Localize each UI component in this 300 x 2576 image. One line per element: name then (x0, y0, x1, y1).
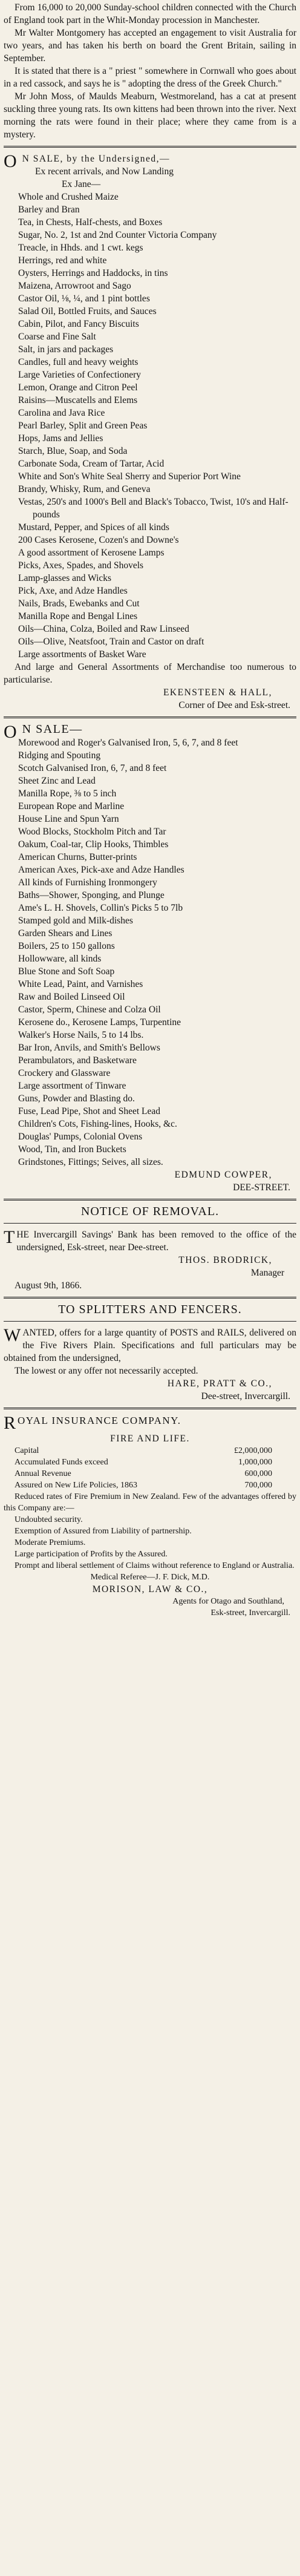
ad-item: Lamp-glasses and Wicks (18, 573, 112, 583)
ad-item: Vestas, 250's and 1000's Bell and Black's Tobacco, Twist, 10's and Half-pounds (18, 497, 289, 520)
removal-notice (4, 1205, 296, 1292)
ad-item: Raisins—Muscatells and Elems (18, 395, 138, 405)
ad-item: Mustard, Pepper, and Spices of all kinds (18, 522, 169, 533)
ad-item: European Rope and Marline (18, 801, 125, 811)
ad-item: Large Varieties of Confectionery (18, 370, 142, 380)
royal-line: Exemption of Assured from Liability of partnership. (15, 1527, 192, 1536)
ad-item: Whole and Crushed Maize (18, 192, 119, 202)
ad-item: Kerosene do., Kerosene Lamps, Turpentine (18, 1017, 181, 1027)
ad-item: Carbonate Soda, Cream of Tartar, Acid (18, 459, 165, 469)
ad-item: Fuse, Lead Pipe, Shot and Sheet Lead (18, 1106, 161, 1116)
splitters-body: WANTED, offers for a large quantity of POSTS and RAILS, delivered on the Five Rivers Plain. Specifications and full particulars may be obtained from the undersigned, (4, 1325, 296, 1363)
news-section (4, 0, 296, 141)
divider (4, 1321, 296, 1322)
ad-item: Large assortment of Tinware (18, 1081, 126, 1091)
ad-item: Oysters, Herrings and Haddocks, in tins (18, 268, 168, 278)
news-item: Mr Walter Montgomery has accepted an engagement to visit Australia for two years, and has taken his berth on board the Grent Britain, sailing in September. (4, 28, 296, 64)
ad-item: Perambulators, and Basketware (18, 1055, 137, 1066)
ad-item: Coarse and Fine Salt (18, 332, 96, 342)
ad-item: Oakum, Coal-tar, Clip Hooks, Thimbles (18, 839, 169, 850)
royal-line: Moderate Premiums. (15, 1538, 86, 1547)
ad-item: Raw and Boiled Linseed Oil (18, 992, 125, 1002)
divider (4, 1223, 296, 1224)
ad-item: Morewood and Roger's Galvanised Iron, 5, 6, 7, and 8 feet (18, 738, 238, 748)
divider (4, 1199, 296, 1201)
royal-line: Undoubted security. (15, 1515, 83, 1524)
ad-item: 200 Cases Kerosene, Cozen's and Downe's (18, 535, 179, 545)
divider (4, 146, 296, 148)
ad-item: Blue Stone and Soft Soap (18, 966, 115, 977)
ad-item: Douglas' Pumps, Colonial Ovens (18, 1132, 143, 1142)
ad-item: Ridging and Spouting (18, 750, 101, 761)
royal-line: Medical Referee—J. F. Dick, M.D. (90, 1573, 210, 1582)
ad-item: All kinds of Furnishing Ironmongery (18, 877, 157, 888)
ad-item: Oils—China, Colza, Boiled and Raw Linseed (18, 624, 189, 634)
notice-signature: THOS. BRODRICK, (178, 1255, 272, 1265)
ad-item: Brandy, Whisky, Rum, and Geneva (18, 484, 151, 494)
ad-item: Ame's L. H. Shovels, Collin's Picks 5 to 7lb (18, 903, 183, 913)
ad-item: Grindstones, Fittings; Seives, all sizes. (18, 1157, 163, 1167)
royal-line: Prompt and liberal settlement of Claims without reference to England or Australia. (15, 1561, 295, 1570)
ad-item-list (4, 736, 296, 1168)
divider (4, 1297, 296, 1299)
ad-item: Tea, in Chests, Half-chests, and Boxes (18, 217, 163, 228)
ad-item: Guns, Powder and Blasting do. (18, 1093, 135, 1104)
royal-agents: Agents for Otago and Southland, (172, 1597, 284, 1606)
news-item: It is stated that there is a " priest " somewhere in Cornwall who goes about in a red cassock, and says he is " adopting the dress of the Greek Church." (4, 66, 296, 89)
ad-item: Scotch Galvanised Iron, 6, 7, and 8 feet (18, 763, 167, 773)
ad-item: White and Son's White Seal Sherry and Superior Port Wine (18, 471, 241, 482)
ad-item: Starch, Blue, Soap, and Soda (18, 446, 128, 456)
notice-title: NOTICE OF REMOVAL. (80, 1205, 220, 1218)
royal-subtitle: FIRE AND LIFE. (110, 1434, 190, 1444)
royal-insurance-advertisement (4, 1414, 296, 1619)
ad-item: Carolina and Java Rice (18, 408, 105, 418)
royal-title: ROYAL INSURANCE COMPANY. (4, 1413, 181, 1433)
ad-item: Treacle, in Hhds. and 1 cwt. kegs (18, 243, 143, 253)
ad-item: American Churns, Butter-prints (18, 852, 137, 862)
ad-heading: O N SALE, by the Undersigned,— (4, 151, 171, 171)
ad-item: Crockery and Glassware (18, 1068, 111, 1078)
ad-item: Boilers, 25 to 150 gallons (18, 941, 115, 951)
ad-item: Manilla Rope, ⅜ to 5 inch (18, 788, 117, 799)
ad-item: Maizena, Arrowroot and Sago (18, 281, 131, 291)
ad-item: Garden Shears and Lines (18, 928, 112, 939)
financial-row: Capital £2,000,000 (15, 1446, 272, 1455)
financial-row: Annual Revenue 600,000 (15, 1469, 272, 1478)
ad-signature: EDMUND COWPER, (174, 1170, 272, 1180)
divider (4, 716, 296, 718)
ad-item: Picks, Axes, Spades, and Shovels (18, 560, 144, 571)
royal-line: Large participation of Profits by the Assured. (15, 1550, 168, 1559)
royal-financials (4, 1445, 296, 1491)
royal-address: Esk-street, Invercargill. (210, 1608, 290, 1617)
royal-signature: MORISON, LAW & CO., (92, 1584, 208, 1594)
ad-item: Lemon, Orange and Citron Peel (18, 382, 138, 393)
splitters-signature: HARE, PRATT & CO., (167, 1378, 272, 1389)
news-item: From 16,000 to 20,000 Sunday-school children connected with the Church of England took part in the Whit-Monday procession in Manchester. (4, 2, 296, 25)
ad-signature: EKENSTEEN & HALL, (163, 687, 272, 698)
ad-item-list (4, 191, 296, 661)
splitters-note: The lowest or any offer not necessarily accepted. (15, 1366, 198, 1376)
ad-item: Castor, Sperm, Chinese and Colza Oil (18, 1005, 161, 1015)
splitters-advertisement (4, 1303, 296, 1403)
ad-item: Wood, Tin, and Iron Buckets (18, 1144, 126, 1155)
ad-item: American Axes, Pick-axe and Adze Handles (18, 865, 184, 875)
ad-heading: O N SALE— (4, 722, 83, 742)
ad-item: Nails, Brads, Ewebanks and Cut (18, 598, 140, 609)
ad-item: Sugar, No. 2, 1st and 2nd Counter Victoria Company (18, 230, 217, 240)
ad-item: Pick, Axe, and Adze Handles (18, 586, 128, 596)
ad-item: Wood Blocks, Stockholm Pitch and Tar (18, 827, 166, 837)
ad-address: Corner of Dee and Esk-street. (178, 700, 290, 710)
financial-row: Assured on New Life Policies, 1863 700,000 (15, 1481, 272, 1490)
ad-item: Castor Oil, ⅛, ¼, and 1 pint bottles (18, 293, 150, 304)
ad-item: Barley and Bran (18, 205, 80, 215)
ad-closing: And large and General Assortments of Merchandise too numerous to particularise. (4, 662, 296, 685)
ad-intro: Ex Jane— (62, 179, 101, 189)
cowper-advertisement (4, 723, 296, 1194)
splitters-address: Dee-street, Invercargill. (201, 1391, 290, 1401)
notice-body: THE Invercargill Savings' Bank has been removed to the office of the undersigned, Esk-street, near Dee-street. (4, 1227, 296, 1253)
ad-item: Salad Oil, Bottled Fruits, and Sauces (18, 306, 157, 316)
ad-item: Baths—Shower, Sponging, and Plunge (18, 890, 165, 900)
financial-row: Accumulated Funds exceed 1,000,000 (15, 1458, 272, 1467)
ad-item: Herrings, red and white (18, 255, 107, 266)
notice-date: August 9th, 1866. (15, 1280, 82, 1291)
ad-item: Cabin, Pilot, and Fancy Biscuits (18, 319, 139, 329)
ad-item: Sheet Zinc and Lead (18, 776, 96, 786)
splitters-title: TO SPLITTERS AND FENCERS. (58, 1303, 242, 1316)
news-item: Mr John Moss, of Maulds Meaburn, Westmoreland, has a cat at present suckling three young rats. Its own kittens had been thrown into the river. Next morning the rats were found in their place; where they came from is a mystery. (4, 91, 296, 140)
ad-item: Stamped gold and Milk-dishes (18, 916, 133, 926)
ad-item: Manilla Rope and Bengal Lines (18, 611, 138, 621)
ad-item: White Lead, Paint, and Varnishes (18, 979, 143, 989)
ad-item: Oils—Olive, Neatsfoot, Train and Castor on draft (18, 637, 204, 647)
ad-item: Walker's Horse Nails, 5 to 14 lbs. (18, 1030, 144, 1040)
ad-item: A good assortment of Kerosene Lamps (18, 548, 165, 558)
ad-item: Large assortments of Basket Ware (18, 649, 146, 660)
ad-item: Hollowware, all kinds (18, 954, 102, 964)
ekensteen-advertisement (4, 152, 296, 712)
ad-item: Candles, full and heavy weights (18, 357, 139, 367)
divider (4, 1408, 296, 1409)
ad-item: Bar Iron, Anvils, and Smith's Bellows (18, 1043, 160, 1053)
ad-intro: Ex recent arrivals, and Now Landing (35, 166, 174, 177)
ad-item: Children's Cots, Fishing-lines, Hooks, &c. (18, 1119, 177, 1129)
notice-role: Manager (250, 1268, 284, 1278)
ad-item: Salt, in jars and packages (18, 344, 114, 355)
ad-item: House Line and Spun Yarn (18, 814, 119, 824)
ad-address: DEE-STREET. (233, 1182, 290, 1193)
royal-line: Reduced rates of Fire Premium in New Zealand. Few of the advantages offered by this Company are:— (4, 1492, 296, 1513)
ad-item: Hops, Jams and Jellies (18, 433, 103, 444)
ad-item: Pearl Barley, Split and Green Peas (18, 421, 148, 431)
